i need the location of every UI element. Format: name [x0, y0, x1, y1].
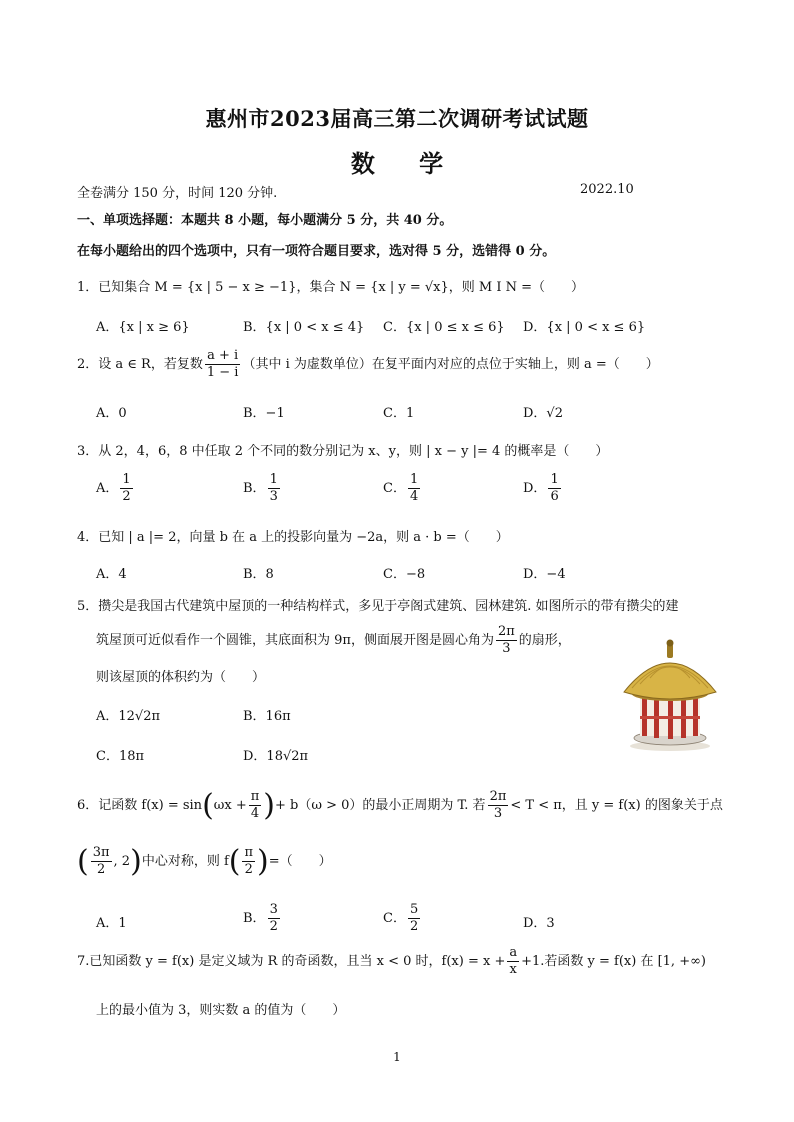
q6-c-num: 5 [409, 902, 419, 917]
q6-stem-post: < T < π，且 y = f(x) 的图象关于点 [510, 798, 723, 813]
q6-period-fraction [488, 789, 509, 822]
q6-point-left-paren: ( [77, 843, 89, 879]
q2-fraction-den: 1 − i [206, 365, 239, 380]
q3-option-c-label: C． [383, 481, 406, 496]
q3-option-b-fraction [268, 472, 280, 505]
q6-option-a: A．1 [96, 916, 127, 931]
q6-f-num: π [244, 845, 254, 860]
q2-fraction [205, 348, 241, 381]
q3-option-a-label: A． [96, 481, 119, 496]
section-heading: 一、单项选择题：本题共 8 小题，每小题满分 5 分，共 40 分。 [77, 213, 453, 228]
q3-a-num: 1 [122, 472, 131, 487]
q5-option-b: B．16π [243, 709, 291, 724]
q6-left-paren: ( [202, 787, 214, 823]
q5-line2-post: 的扇形， [518, 633, 571, 648]
q2-stem-pre: 2．设 a ∈ R，若复数 [77, 357, 203, 372]
q6-option-b [243, 902, 282, 935]
q3-c-num: 1 [409, 472, 419, 487]
q3-c-den: 4 [409, 489, 419, 504]
q5-angle-num: 2π [497, 624, 515, 639]
q1-option-b: B．{x | 0 < x ≤ 4} [243, 320, 365, 335]
q5-option-c: C．18π [96, 749, 145, 764]
q3-option-d-label: D． [523, 481, 547, 496]
q5-angle-fraction [496, 624, 517, 657]
q5-line2 [96, 624, 571, 657]
q5-line1: 5．攒尖是我国古代建筑中屋顶的一种结构样式，多见于亭阁式建筑、园林建筑. 如图所示的带有攒尖的建 [77, 599, 679, 614]
q3-b-den: 3 [269, 489, 278, 504]
subject-title: 数 学 [350, 149, 462, 178]
q1-option-d: D．{x | 0 < x ≤ 6} [523, 320, 646, 335]
q5-line3: 则该屋顶的体积约为（ ） [96, 670, 266, 685]
q6-option-c-fraction [408, 902, 420, 935]
q1-option-a: A．{x | x ≥ 6} [96, 320, 190, 335]
q3-option-b-label: B． [243, 481, 266, 496]
q6-option-c [383, 902, 422, 935]
q6-point-den: 2 [96, 862, 106, 877]
q5-option-a: A．12√2π [96, 709, 161, 724]
pavilion-illustration [618, 636, 722, 752]
q6-f-den: 2 [244, 862, 253, 877]
q6-c-den: 2 [409, 919, 419, 934]
q6-point-right-paren: ) [130, 843, 142, 879]
q6-f-right-paren: ) [257, 843, 269, 879]
q2-option-a: A．0 [96, 406, 127, 421]
q6-line2-post: =（ ） [268, 854, 332, 869]
exam-date: 2022.10 [580, 182, 634, 197]
q6-b-num: 3 [269, 902, 278, 917]
q3-option-c-fraction [408, 472, 420, 505]
q7-stem-post: +1.若函数 y = f(x) 在 [1, +∞) [521, 954, 706, 969]
q5-line2-pre: 筑屋顶可近似看作一个圆锥，其底面积为 9π，侧面展开图是圆心角为 [96, 633, 494, 648]
q2-stem [77, 348, 659, 381]
q6-inner-fraction [249, 789, 262, 822]
q4-option-a: A．4 [96, 567, 127, 582]
q6-option-d: D．3 [523, 916, 555, 931]
q6-f-fraction [242, 845, 255, 878]
q6-option-c-label: C． [383, 911, 406, 926]
q1-option-c: C．{x | 0 ≤ x ≤ 6} [383, 320, 505, 335]
q6-stem-pre: 6．记函数 f(x) = sin [77, 798, 203, 813]
q6-f-left-paren: ( [228, 843, 241, 879]
q2-option-c: C．1 [383, 406, 415, 421]
q6-stem-mid: + b（ω > 0）的最小正周期为 T. 若 [275, 798, 486, 813]
q7-fraction [507, 945, 519, 978]
q4-option-c: C．−8 [383, 567, 426, 582]
q2-stem-post: （其中 i 为虚数单位）在复平面内对应的点位于实轴上，则 a =（ ） [242, 357, 659, 372]
section-instruction: 在每小题给出的四个选项中，只有一项符合题目要求，选对得 5 分，选错得 0 分。 [77, 244, 556, 259]
q3-option-d [523, 472, 563, 505]
q7-stem-pre: 7.已知函数 y = f(x) 是定义域为 R 的奇函数，且当 x < 0 时，f(x) = x + [77, 954, 506, 969]
q7-stem-line2: 上的最小值为 3，则实数 a 的值为（ ） [96, 1003, 346, 1018]
q6-point-num: 3π [92, 845, 110, 860]
q7-fraction-num: a [509, 945, 518, 960]
q3-d-den: 6 [550, 489, 559, 504]
q4-option-d: D．−4 [523, 567, 566, 582]
q3-b-num: 1 [269, 472, 278, 487]
q6-period-num: 2π [489, 789, 507, 804]
q6-b-den: 2 [269, 919, 278, 934]
q6-point-fraction [91, 845, 112, 878]
q2-option-d: D．√2 [523, 406, 563, 421]
q7-fraction-den: x [509, 962, 517, 977]
q3-option-b [243, 472, 282, 505]
q3-d-num: 1 [550, 472, 559, 487]
exam-title: 惠州市2023届高三第二次调研考试试题 [205, 106, 589, 131]
q6-option-b-fraction [268, 902, 280, 935]
q6-period-den: 3 [493, 806, 503, 821]
q4-option-b: B．8 [243, 567, 274, 582]
q2-option-b: B．−1 [243, 406, 285, 421]
q3-option-a [96, 472, 135, 505]
q7-stem-line1 [77, 944, 706, 980]
q6-stem-line1 [77, 786, 723, 826]
exam-info: 全卷满分 150 分，时间 120 分钟. [77, 186, 278, 201]
q3-option-d-fraction [548, 472, 560, 505]
q6-right-paren: ) [263, 787, 276, 823]
q3-option-a-fraction [120, 472, 132, 505]
q3-stem: 3．从 2，4，6，8 中任取 2 个不同的数分别记为 x、y，则 | x − y |= 4 的概率是（ ） [77, 444, 609, 459]
q4-stem: 4．已知 | a |= 2，向量 b 在 a 上的投影向量为 −2a，则 a · b =（ ） [77, 530, 509, 545]
q6-line2-text: 中心对称，则 f [141, 854, 229, 869]
q6-inner-den: 4 [250, 806, 260, 821]
q6-inner-num: π [250, 789, 260, 804]
q3-option-c [383, 472, 422, 505]
q5-angle-den: 3 [502, 641, 511, 656]
q6-option-b-label: B． [243, 911, 266, 926]
page-number: 1 [393, 1050, 401, 1064]
q6-inner-pre: ωx + [213, 798, 247, 813]
q2-fraction-num: a + i [205, 348, 241, 365]
q6-stem-line2 [77, 842, 332, 882]
q5-option-d: D．18√2π [243, 749, 309, 764]
q1-stem: 1．已知集合 M = {x | 5 − x ≥ −1}，集合 N = {x | y = √x}，则 M I N =（ ） [77, 280, 585, 295]
q3-a-den: 2 [122, 489, 131, 504]
q6-point-y: , 2 [113, 854, 131, 869]
